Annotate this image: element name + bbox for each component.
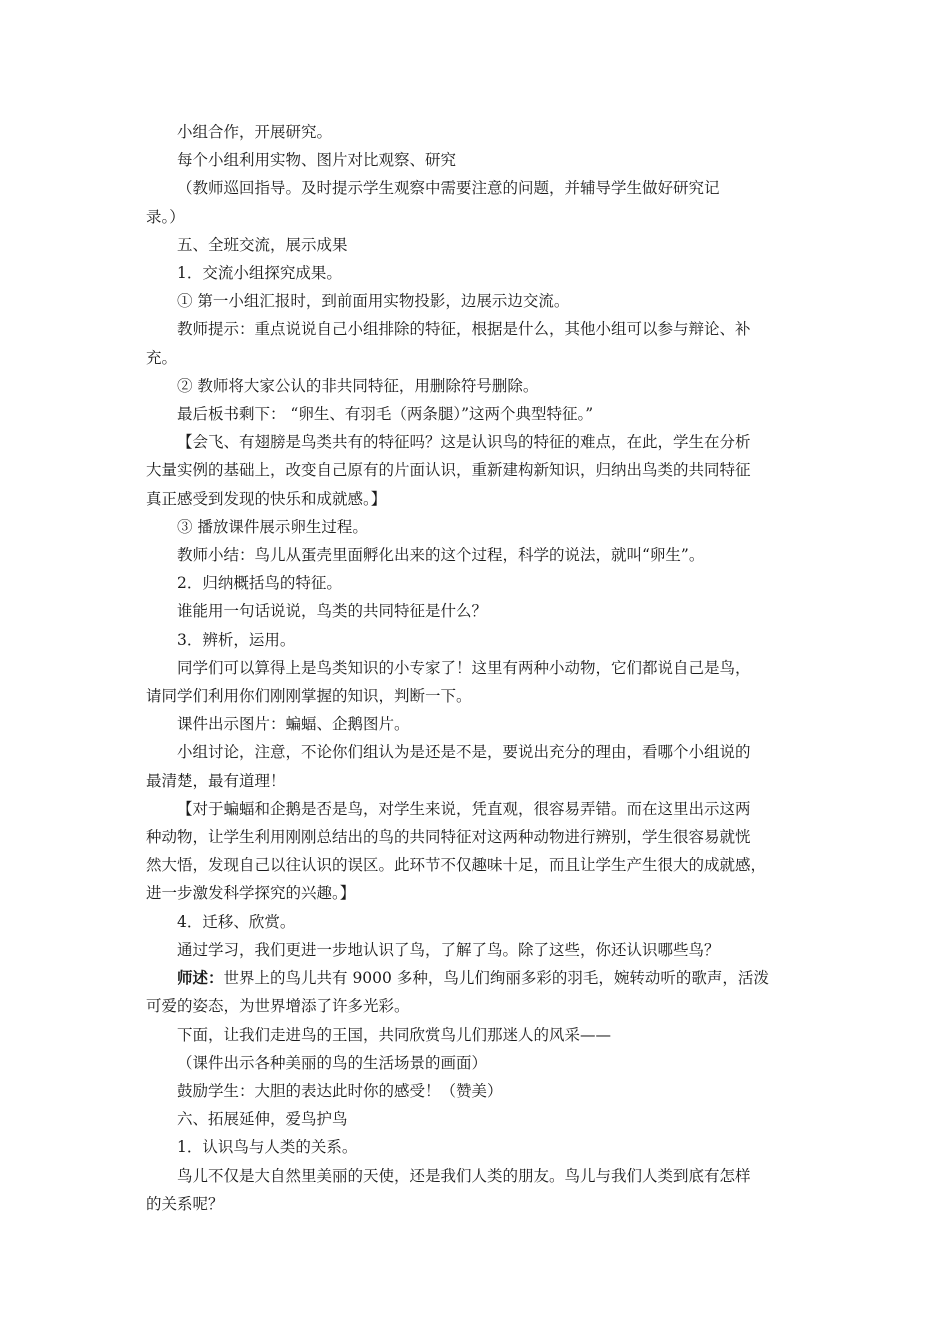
text-line xyxy=(146,823,810,851)
text-line xyxy=(146,372,810,400)
line-text: 同学们可以算得上是鸟类知识的小专家了！这里有两种小动物，它们都说自己是鸟， xyxy=(177,658,751,677)
line-text: 世界上的鸟儿共有 9000 多种，鸟儿们绚丽多彩的羽毛，婉转动听的歌声，活泼 xyxy=(223,969,769,988)
text-line xyxy=(146,936,810,964)
line-text: 可爱的姿态，为世界增添了许多光彩。 xyxy=(146,997,410,1016)
text-line xyxy=(146,626,810,654)
line-text: 谁能用一句话说说，鸟类的共同特征是什么？ xyxy=(177,602,488,621)
line-text: 下面，让我们走进鸟的王国，共同欣赏鸟儿们那迷人的风采—— xyxy=(177,1025,612,1044)
line-text: ② 教师将大家公认的非共同特征，用删除符号删除。 xyxy=(177,376,539,395)
line-text: 最后板书剩下： “卵生、有羽毛（两条腿）”这两个典型特征。” xyxy=(177,405,594,424)
text-line xyxy=(146,738,810,766)
text-line xyxy=(146,710,810,738)
text-line xyxy=(146,541,810,569)
line-text: 鸟儿不仅是大自然里美丽的天使，还是我们人类的朋友。鸟儿与我们人类到底有怎样 xyxy=(177,1166,751,1185)
text-line xyxy=(146,1190,810,1218)
text-line xyxy=(146,992,810,1020)
line-text: 【会飞、有翅膀是鸟类共有的特征吗？这是认识鸟的特征的难点，在此，学生在分析 xyxy=(177,433,751,452)
line-text: 每个小组利用实物、图片对比观察、研究 xyxy=(177,151,457,170)
line-text: 2．归纳概括鸟的特征。 xyxy=(177,574,342,593)
line-text: 4．迁移、欣赏。 xyxy=(177,912,296,931)
line-text: ③ 播放课件展示卵生过程。 xyxy=(177,517,368,536)
line-text: 的关系呢？ xyxy=(146,1194,224,1213)
line-text: 大量实例的基础上，改变自己原有的片面认识，重新建构新知识，归纳出鸟类的共同特征 xyxy=(146,461,751,480)
line-text: 课件出示图片：蝙蝠、企鹅图片。 xyxy=(177,715,410,734)
text-line xyxy=(146,767,810,795)
text-line xyxy=(146,118,810,146)
text-line xyxy=(146,513,810,541)
text-line xyxy=(146,400,810,428)
line-text: 1．认识鸟与人类的关系。 xyxy=(177,1138,358,1157)
line-text: 【对于蝙蝠和企鹅是否是鸟，对学生来说，凭直观，很容易弄错。而在这里出示这两 xyxy=(177,799,751,818)
line-text: 通过学习，我们更进一步地认识了鸟，了解了鸟。除了这些，你还认识哪些鸟？ xyxy=(177,940,720,959)
text-line xyxy=(146,259,810,287)
text-line xyxy=(146,682,810,710)
text-line xyxy=(146,174,810,202)
line-text: ① 第一小组汇报时，到前面用实物投影，边展示边交流。 xyxy=(177,292,570,311)
line-text: 鼓励学生：大胆的表达此时你的感受！（赞美） xyxy=(177,1081,503,1100)
line-text: 真正感受到发现的快乐和成就感。】 xyxy=(146,489,387,508)
line-text: （教师巡回指导。及时提示学生观察中需要注意的问题，并辅导学生做好研究记 xyxy=(177,179,720,198)
bold-prefix: 师述： xyxy=(177,968,224,988)
line-text: 种动物，让学生利用刚刚总结出的鸟的共同特征对这两种动物进行辨别，学生很容易就恍 xyxy=(146,828,751,847)
text-line xyxy=(146,569,810,597)
text-line xyxy=(146,315,810,343)
text-line xyxy=(146,654,810,682)
line-text: 然大悟，发现自己以往认识的误区。此环节不仅趣味十足，而且让学生产生很大的成就感， xyxy=(146,856,767,875)
text-line xyxy=(146,908,810,936)
text-line xyxy=(146,456,810,484)
text-line xyxy=(146,597,810,625)
line-text: 小组讨论，注意，不论你们组认为是还是不是，要说出充分的理由，看哪个小组说的 xyxy=(177,743,751,762)
line-text: 六、拓展延伸，爱鸟护鸟 xyxy=(177,1110,348,1129)
line-text: 小组合作，开展研究。 xyxy=(177,123,333,141)
text-line xyxy=(146,231,810,259)
line-text: 1．交流小组探究成果。 xyxy=(177,264,342,283)
text-line xyxy=(146,1133,810,1161)
line-text: 3．辨析，运用。 xyxy=(177,630,296,649)
text-line xyxy=(146,344,810,372)
line-text: 教师提示：重点说说自己小组排除的特征，根据是什么，其他小组可以参与辩论、补 xyxy=(177,320,751,339)
text-line xyxy=(146,1077,810,1105)
text-line xyxy=(146,879,810,907)
text-line xyxy=(146,287,810,315)
text-line xyxy=(146,485,810,513)
line-text: 教师小结：鸟儿从蛋壳里面孵化出来的这个过程，科学的说法，就叫“卵生”。 xyxy=(177,546,705,565)
text-line xyxy=(146,1049,810,1077)
text-line xyxy=(146,146,810,174)
line-text: （课件出示各种美丽的鸟的生活场景的画面） xyxy=(177,1053,488,1072)
document-body xyxy=(146,118,810,1218)
line-text: 进一步激发科学探究的兴趣。】 xyxy=(146,884,356,903)
line-text: 最清楚，最有道理！ xyxy=(146,771,286,790)
text-line xyxy=(146,1162,810,1190)
line-text: 录。） xyxy=(146,207,185,226)
line-text: 请同学们利用你们刚刚掌握的知识，判断一下。 xyxy=(146,687,472,706)
text-line xyxy=(146,964,810,992)
text-line xyxy=(146,851,810,879)
line-text: 五、全班交流，展示成果 xyxy=(177,235,348,254)
text-line xyxy=(146,428,810,456)
line-text: 充。 xyxy=(146,348,178,367)
text-line xyxy=(146,795,810,823)
text-line xyxy=(146,203,810,231)
text-line xyxy=(146,1021,810,1049)
text-line xyxy=(146,1105,810,1133)
